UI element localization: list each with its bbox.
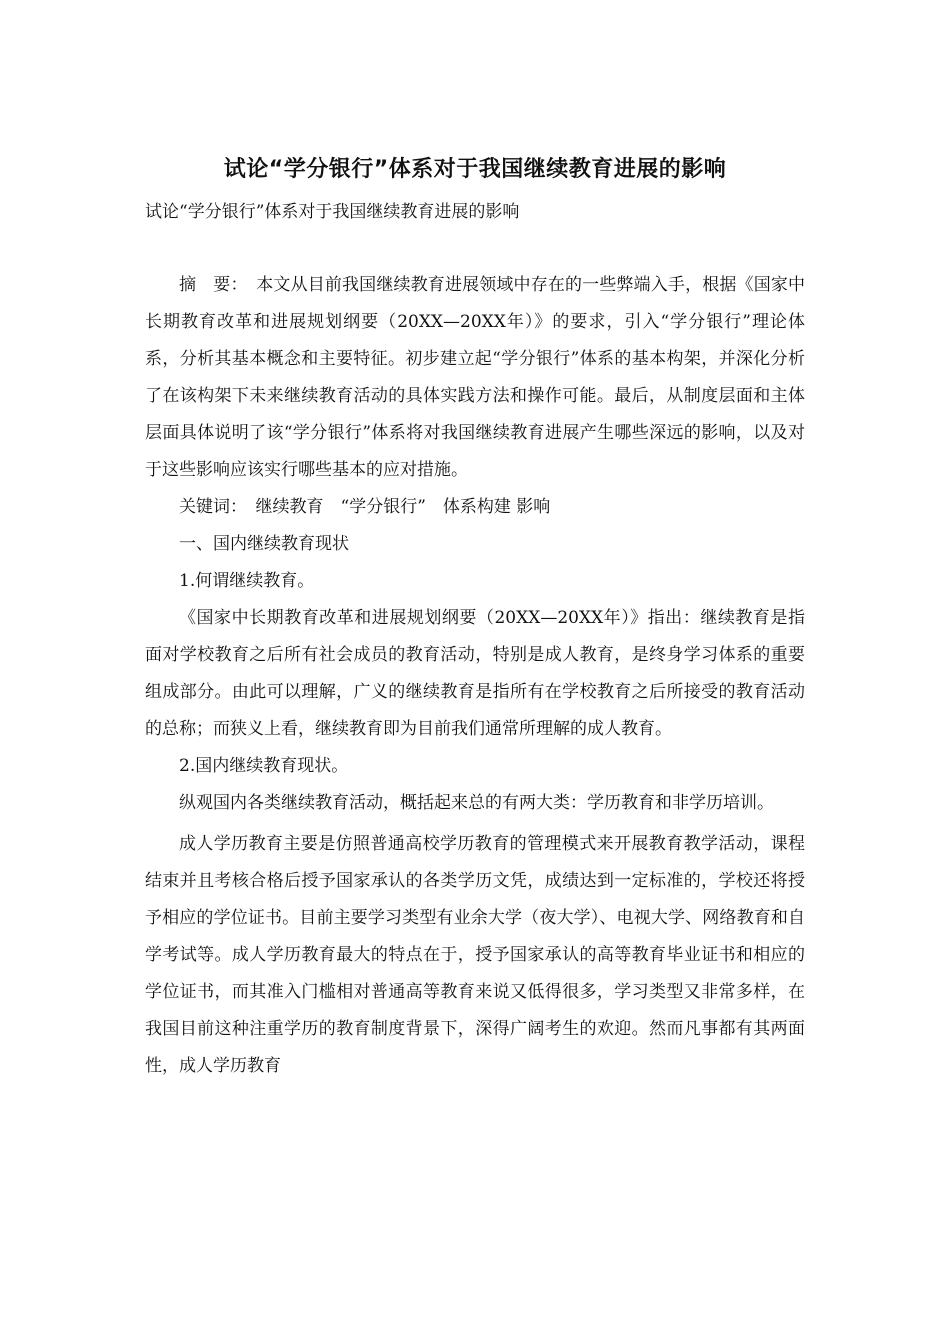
body-paragraph: 纵观国内各类继续教育活动，概括起来总的有两大类：学历教育和非学历培训。 [179,793,774,813]
document-body [145,267,805,1085]
subsection-heading: 2.国内继续教育现状。 [179,756,349,776]
section-heading: 一、国内继续教育现状 [179,534,349,554]
document-title: 试论“学分银行”体系对于我国继续教育进展的影响 [223,157,727,182]
body-paragraph: 《国家中长期教育改革和进展规划纲要（20XX—20XX年）》指出：继续教育是指面对学校教育之后所有社会成员的教育活动，特别是成人教育，是终身学习体系的重要组成部分。由此可以理解，广义的继续教育是指所有在学校教育之后所接受的教育活动的总称；而狭义上看，继续教育即为目前我们通常所理解的成人教育。 [145,608,805,739]
keywords-line: 关键词： 继续教育 “学分银行” 体系构建 影响 [179,497,551,517]
subsection-heading: 1.何谓继续教育。 [179,571,315,591]
body-paragraph: 成人学历教育主要是仿照普通高校学历教育的管理模式来开展教育教学活动，课程结束并且考核合格后授予国家承认的各类学历文凭，成绩达到一定标准的，学校还将授予相应的学位证书。目前主要学习类型有业余大学（夜大学）、电视大学、网络教育和自学考试等。成人学历教育最大的特点在于，授予国家承认的高等教育毕业证书和相应的学位证书，而其准入门槛相对普通高等教育来说又低得很多，学习类型又非常多样，在我国目前这种注重学历的教育制度背景下，深得广阔考生的欢迎。然而凡事都有其两面性，成人学历教育 [145,834,805,1076]
document-subtitle: 试论“学分银行”体系对于我国继续教育进展的影响 [145,202,520,222]
abstract-paragraph: 摘 要： 本文从目前我国继续教育进展领域中存在的一些弊端入手，根据《国家中长期教育改革和进展规划纲要（20XX—20XX年）》的要求，引入“学分银行”理论体系，分析其基本概念和主要特征。初步建立起“学分银行”体系的基本构架，并深化分析了在该构架下未来继续教育活动的具体实践方法和操作可能。最后，从制度层面和主体层面具体说明了该“学分银行”体系将对我国继续教育进展产生哪些深远的影响，以及对于这些影响应该实行哪些基本的应对措施。 [145,275,805,480]
